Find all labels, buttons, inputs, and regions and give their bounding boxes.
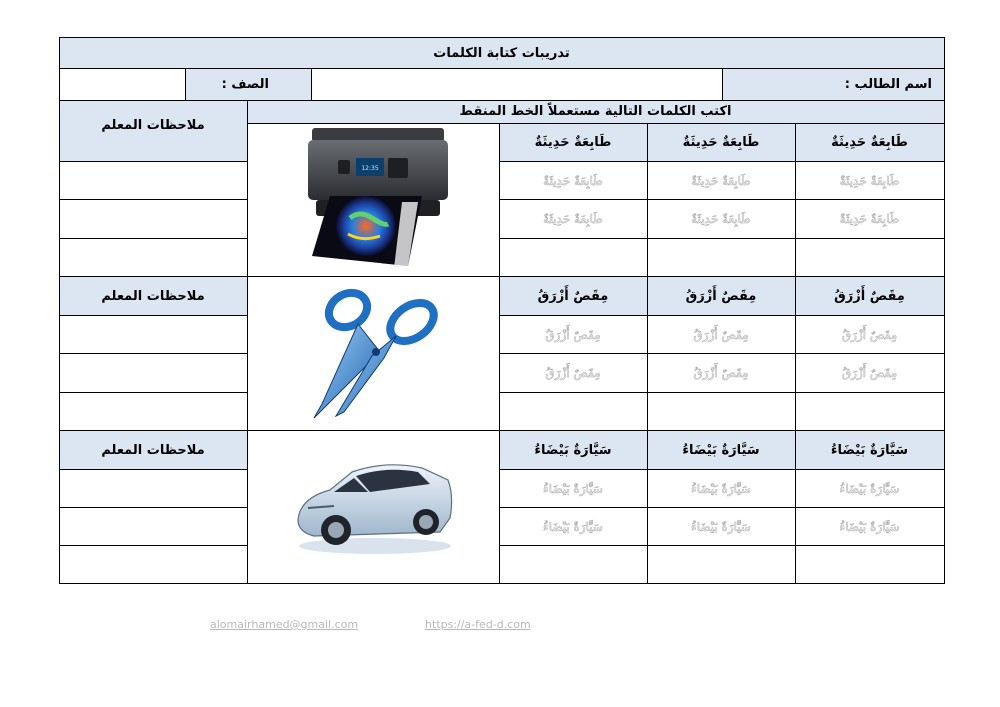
- writing-field[interactable]: [648, 546, 795, 583]
- instruction-text: اكتب الكلمات التالية مستعملاً الخط المنقط: [459, 104, 732, 119]
- dotted-trace-word[interactable]: مِقَصٌ أَزْرَقُ: [545, 327, 601, 342]
- teacher-notes-field[interactable]: [60, 546, 247, 583]
- word-heading: سَيَّارَةٌ بَيْضَاءُ: [534, 442, 612, 458]
- word-heading: سَيَّارَةٌ بَيْضَاءُ: [682, 442, 760, 458]
- dotted-trace-word[interactable]: طَابِعَةٌ حَدِيثَةٌ: [839, 173, 900, 188]
- dotted-trace-word[interactable]: سَيَّارَةٌ بَيْضَاءُ: [839, 519, 900, 534]
- word-heading: مِقَصٌ أَزْرَقُ: [685, 288, 757, 304]
- footer-website-link[interactable]: https://a-fed-d.com: [425, 618, 531, 631]
- dotted-trace-word[interactable]: طَابِعَةٌ حَدِيثَةٌ: [691, 212, 751, 226]
- word-heading: سَيَّارَةٌ بَيْضَاءُ: [830, 442, 909, 458]
- writing-field[interactable]: [500, 239, 647, 276]
- teacher-notes-header: ملاحظات المعلم: [101, 288, 205, 304]
- dotted-trace-word[interactable]: مِقَصٌ أَزْرَقُ: [693, 366, 749, 380]
- page-title: تدريبات كتابة الكلمات: [433, 45, 570, 61]
- writing-field[interactable]: [500, 393, 647, 430]
- dotted-trace-word[interactable]: طَابِعَةٌ حَدِيثَةٌ: [691, 173, 751, 188]
- student-name-field[interactable]: [312, 69, 722, 100]
- printer-icon: [290, 126, 460, 272]
- scissors-icon: [300, 284, 450, 424]
- writing-field[interactable]: [796, 239, 944, 276]
- dotted-trace-word[interactable]: سَيَّارَةٌ بَيْضَاءُ: [839, 481, 900, 496]
- dotted-trace-word[interactable]: سَيَّارَةٌ بَيْضَاءُ: [691, 481, 751, 496]
- dotted-trace-word[interactable]: سَيَّارَةٌ بَيْضَاءُ: [543, 481, 603, 496]
- writing-field[interactable]: [796, 546, 944, 583]
- writing-field[interactable]: [648, 239, 795, 276]
- teacher-notes-field[interactable]: [60, 316, 247, 353]
- car-icon: [290, 450, 460, 560]
- class-label: الصف :: [221, 76, 269, 92]
- teacher-notes-field[interactable]: [60, 162, 247, 199]
- word-heading: طَابِعَةٌ حَدِيثَةٌ: [682, 134, 760, 150]
- writing-field[interactable]: [796, 393, 944, 430]
- word-heading: طَابِعَةٌ حَدِيثَةٌ: [534, 134, 612, 150]
- dotted-trace-word[interactable]: سَيَّارَةٌ بَيْضَاءُ: [543, 519, 603, 534]
- dotted-trace-word[interactable]: سَيَّارَةٌ بَيْضَاءُ: [691, 519, 751, 534]
- writing-field[interactable]: [500, 546, 647, 583]
- dotted-trace-word[interactable]: مِقَصٌ أَزْرَقُ: [693, 327, 749, 342]
- word-heading: طَابِعَةٌ حَدِيثَةٌ: [831, 134, 908, 150]
- dotted-trace-word[interactable]: طَابِعَةٌ حَدِيثَةٌ: [543, 173, 603, 188]
- word-heading: مِقَصٌ أَزْرَقُ: [537, 288, 609, 304]
- class-field[interactable]: [60, 69, 185, 100]
- teacher-notes-field[interactable]: [60, 470, 247, 507]
- dotted-trace-word[interactable]: مِقَصٌ أَزْرَقُ: [841, 327, 898, 342]
- teacher-notes-field[interactable]: [60, 200, 247, 238]
- teacher-notes-header: ملاحظات المعلم: [101, 118, 205, 133]
- teacher-notes-field[interactable]: [60, 354, 247, 392]
- dotted-trace-word[interactable]: مِقَصٌ أَزْرَقُ: [545, 366, 601, 380]
- svg-text:12:35: 12:35: [361, 165, 379, 172]
- dotted-trace-word[interactable]: مِقَصٌ أَزْرَقُ: [841, 366, 898, 380]
- student-name-label: اسم الطالب :: [844, 76, 932, 92]
- dotted-trace-word[interactable]: طَابِعَةٌ حَدِيثَةٌ: [543, 212, 603, 226]
- teacher-notes-header: ملاحظات المعلم: [101, 442, 205, 458]
- teacher-notes-field[interactable]: [60, 393, 247, 430]
- footer-email-link[interactable]: alomairhamed@gmail.com: [210, 618, 359, 631]
- dotted-trace-word[interactable]: طَابِعَةٌ حَدِيثَةٌ: [839, 212, 900, 226]
- teacher-notes-field[interactable]: [60, 508, 247, 545]
- word-heading: مِقَصٌ أَزْرَقُ: [834, 288, 905, 304]
- writing-field[interactable]: [648, 393, 795, 430]
- teacher-notes-field[interactable]: [60, 239, 247, 276]
